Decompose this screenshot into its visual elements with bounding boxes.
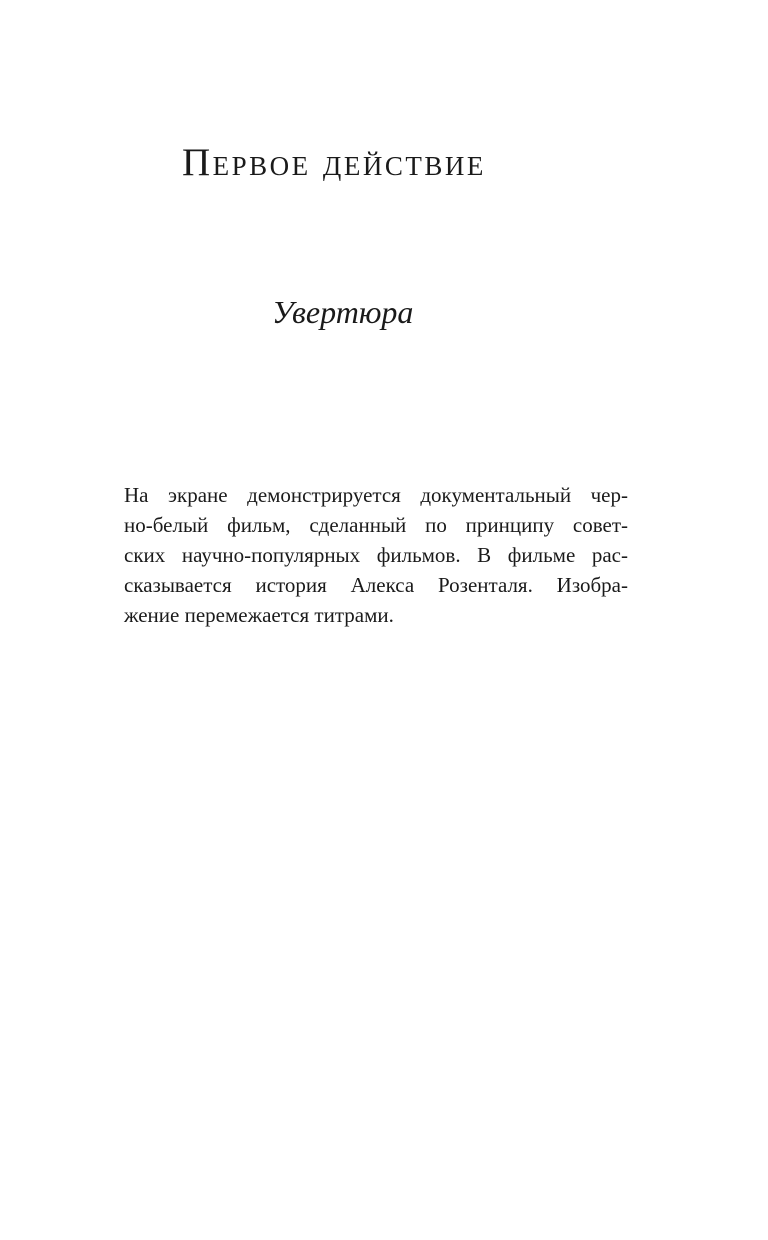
paragraph-line: ских научно-популярных фильмов. В фильме рас- bbox=[124, 543, 628, 567]
paragraph-line: жение перемежается титрами. bbox=[124, 603, 394, 627]
paragraph-line: На экране демонстрируется документальный чер- bbox=[124, 483, 628, 507]
scene-title: Увертюра bbox=[272, 294, 414, 330]
stage-direction-paragraph bbox=[124, 480, 628, 630]
paragraph-line: но-белый фильм, сделанный по принципу совет- bbox=[124, 513, 628, 537]
paragraph-line: сказывается история Алекса Розенталя. Изобра- bbox=[124, 573, 628, 597]
act-title: Первое действие bbox=[182, 141, 486, 184]
